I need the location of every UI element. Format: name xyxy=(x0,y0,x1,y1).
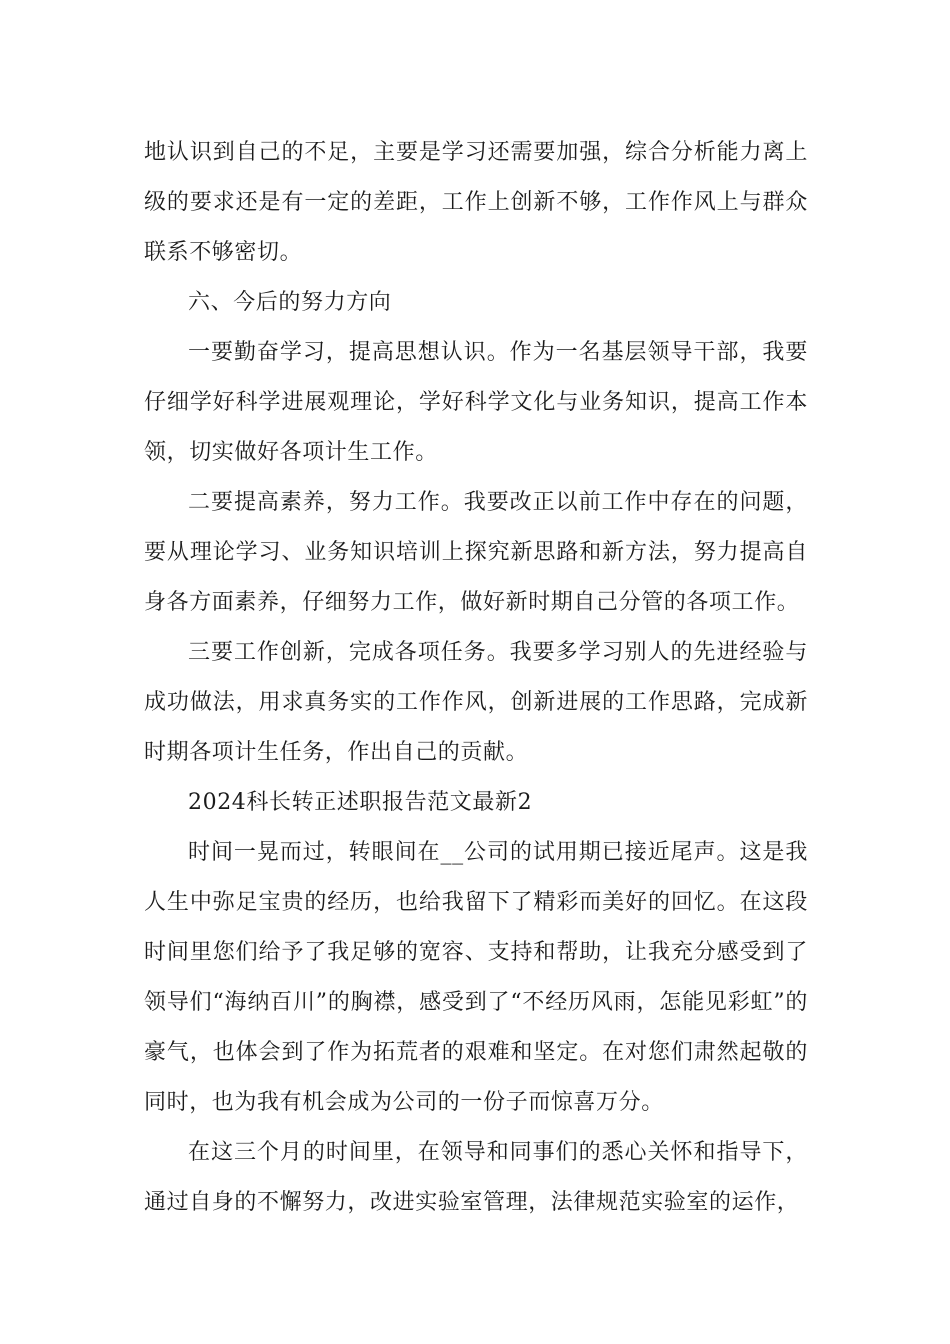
paragraph-study: 一要勤奋学习，提高思想认识。作为一名基层领导干部，我要仔细学好科学进展观理论，学好科学文化与业务知识，提高工作本领，切实做好各项计生工作。 xyxy=(144,340,808,465)
paragraph-probation: 时间一晃而过，转眼间在__公司的试用期已接近尾声。这是我人生中弥足宝贵的经历，也给我留下了精彩而美好的回忆。在这段时间里您们给予了我足够的宽容、支持和帮助，让我充分感受到了领导们“海纳百川”的胸襟，感受到了“不经历风雨，怎能见彩虹”的豪气，也体会到了作为拓荒者的艰难和坚定。在对您们肃然起敬的同时，也为我有机会成为公司的一份子而惊喜万分。 xyxy=(144,840,808,1115)
paragraph-quality: 二要提高素养，努力工作。我要改正以前工作中存在的问题，要从理论学习、业务知识培训上探究新思路和新方法，努力提高自身各方面素养，仔细努力工作，做好新时期自己分管的各项工作。 xyxy=(144,490,808,615)
paragraph-continuation: 地认识到自己的不足，主要是学习还需要加强，综合分析能力离上级的要求还是有一定的差距，工作上创新不够，工作作风上与群众联系不够密切。 xyxy=(144,140,808,265)
section-heading-future-direction: 六、今后的努力方向 xyxy=(188,290,392,315)
document-body xyxy=(144,128,808,1228)
paragraph-innovation: 三要工作创新，完成各项任务。我要多学习别人的先进经验与成功做法，用求真务实的工作作风，创新进展的工作思路，完成新时期各项计生任务，作出自己的贡献。 xyxy=(144,640,808,765)
paragraph-three-months: 在这三个月的时间里，在领导和同事们的悉心关怀和指导下，通过自身的不懈努力，改进实验室管理，法律规范实验室的运作， xyxy=(144,1140,808,1215)
report-title-2: 2024科长转正述职报告范文最新2 xyxy=(188,790,533,815)
